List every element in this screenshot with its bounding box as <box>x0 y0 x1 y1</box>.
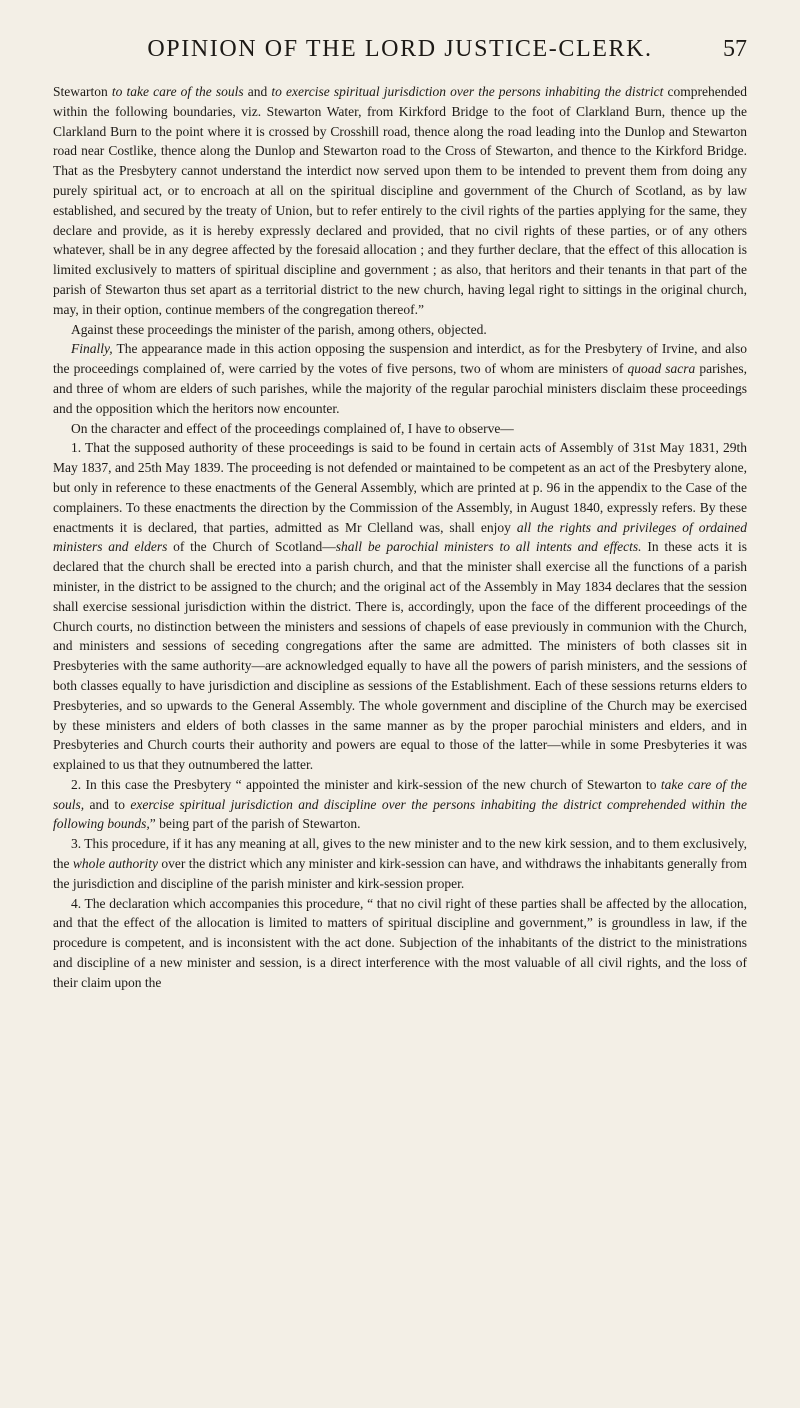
text-run: 3. This procedure, if it has any meaning at all, gives to the new minister and to the new kirk session, and to them exclusively, the <box>53 836 747 872</box>
text-run: comprehended within the following boundaries, viz. Stewarton Water, from Kirkford Bridge to the foot of Clarkland Burn, thence up the Clarkland Burn to the point where it is crossed by Crosshill road, thence along the road leading into the Dunlop and Stewarton road near Costlike, thence along the Dunlop and Stewarton road to the Cross of Stewarton, and thence to the Kirkford Bridge. That as the Presbytery cannot understand the interdict now served upon them to be intended to prevent them from doing any purely spiritual act, or to encroach at all on the spiritual discipline and government of the Church of Scotland, as by law established, and secured by the treaty of Union, but to refer entirely to the civil rights of the parties applying for the same, they declare and provide, as it is hereby expressly declared and provided, that no civil rights of these parties, or of any others whatever, shall be in any degree affected by the foresaid allocation ; and they further declare, that the effect of this allocation is limited exclusively to matters of spiritual discipline and government ; as also, that heritors and their tenants in that part of the parish of Stewarton thus set apart as a territorial district to the new church, having legal right to sittings in the original church, may, in their option, continue members of the congregation thereof.” <box>53 84 748 317</box>
text-run: On the character and effect of the proceedings complained of, I have to observe— <box>71 420 514 436</box>
text-run: In these acts it is declared that the church shall be erected into a parish church, and that the minister shall exercise all the functions of a parish minister, in the district to be assigned to the church; and the original act of the Assembly in May 1834 declares that the session shall exercise sessional jurisdiction within the district. There is, accordingly, upon the face of the different proceedings of the Church courts, no distinction between the ministers and sessions of chapels of ease previously in communion with the Church, and ministers and sessions of seceding congregations after the same are admitted. The ministers of both classes sit in Presbyteries with the same authority—are acknowledged equally to have all the powers of parish ministers, and the sessions of both classes equally to have jurisdiction and discipline as sessions of the Establishment. Each of these sessions returns elders to Presbyteries, and so upwards to the General Assembly. The whole government and discipline of the Church may be exercised by these ministers and elders of both classes in the same manner as by the proper parochial ministers and elders, and in Presbyteries and Church courts their authority and powers are equal to those of the latter—while in some Presbyteries it was explained to us that they outnumbered the latter. <box>53 539 747 773</box>
text-run: Against these proceedings the minister of the parish, among others, objected. <box>71 321 487 337</box>
italic-text: shall be parochial ministers to all intents and effects. <box>335 539 642 555</box>
text-run: Stewarton <box>53 84 112 99</box>
text-run: parishes, and three of whom are elders of such parishes, while the majority of the regular parochial ministers disclaim these proceedings and the opposition which the heritors now encounter. <box>53 361 747 416</box>
text-run: 1. That the supposed authority of these proceedings is said to be found in certain acts of Assembly of 31st May 1831, 29th May 1837, and 25th May 1839. The proceeding is not defended or maintained to be competent as an act of the Presbytery alone, but only in reference to these enactments of the General Assembly, which are printed at p. 96 in the appendix to the Case of the complainers. To these enactments the direction by the Commission of the Assembly, in August 1840, expressly refers. By these enactments it is declared, that parties, admitted as Mr Clelland was, shall enjoy <box>53 440 747 535</box>
text-run: and <box>243 84 272 99</box>
italic-text: all the rights and privileges of ordained ministers and elders <box>53 519 747 555</box>
paragraph <box>53 834 747 893</box>
text-run: 2. In this case the Presbytery “ appointed the minister and kirk-session of the new church of Stewarton to <box>71 776 661 792</box>
text-run: and to <box>84 796 131 812</box>
text-run: 4. The declaration which accompanies this procedure, “ that no civil right of these parties shall be affected by the allocation, and that the effect of the allocation is limited to matters of spiritual discipline and government,” is groundless in law, if the procedure is competent, and is inconsistent with the act done. Subjection of the inhabitants of the district to the ministrations and discipline of a new minister and session, is a direct interference with the most valuable of all civil rights, and the loss of their claim upon the <box>53 895 747 990</box>
paragraph <box>53 339 747 418</box>
italic-text: to exercise spiritual jurisdiction over the persons inhabiting the district <box>271 84 664 99</box>
paragraph <box>53 438 747 775</box>
text-run: over the district which any minister and kirk-session can have, and withdraws the inhabitants generally from the jurisdiction and discipline of the parish minister and kirk-session proper. <box>53 856 747 891</box>
italic-text: Finally, <box>71 341 113 357</box>
text-run: The appearance made in this action opposing the suspension and interdict, as for the Presbytery of Irvine, and also the proceedings complained of, were carried by the votes of five persons, two of whom are ministers of <box>53 341 747 377</box>
text-run: ” being part of the parish of Stewarton. <box>149 816 361 832</box>
italic-text: to take care of the souls <box>111 84 244 99</box>
page-number: 57 <box>723 36 747 62</box>
running-title: OPINION OF THE LORD JUSTICE-CLERK. <box>147 36 653 62</box>
body-text <box>53 82 747 993</box>
paragraph <box>53 894 747 993</box>
italic-text: whole authority <box>72 856 158 872</box>
italic-text: take care of the souls, <box>53 776 748 812</box>
paragraph <box>53 82 747 320</box>
paragraph <box>53 320 747 340</box>
paragraph <box>53 419 747 439</box>
page-header <box>53 36 747 70</box>
italic-text: exercise spiritual jurisdiction and discipline over the persons inhabiting the district comprehended within the following bounds, <box>53 796 747 832</box>
text-run: of the Church of Scotland— <box>167 539 336 555</box>
paragraph <box>53 775 747 834</box>
italic-text: quoad sacra <box>627 361 696 377</box>
